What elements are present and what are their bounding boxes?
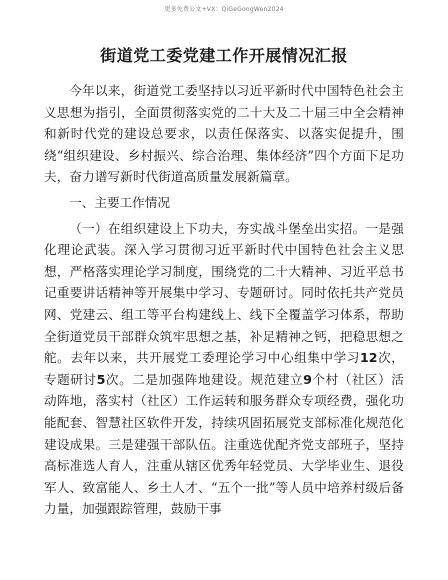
body-paragraph <box>44 218 404 520</box>
section-heading: 一、主要工作情况 <box>69 194 170 210</box>
study-count: 12 <box>359 350 378 366</box>
seminar-count: 5 <box>96 371 106 387</box>
body-text-part-1: （一）在组织建设上下功夫，夯实战斗堡垒出实招。一是强化理论武装。深入学习贯彻习近平新时代中国特色社会主义思想，严格落实理论学习制度，围绕党的二十大精神、习近平总书记重要讲话精神等开展集中学习、专题研讨。同时依托共产党员网、党建云、组工等平台构建线上、线下全覆盖学习体系，帮助全街道党员干部群众筑牢思想之基，补足精神之钙，把稳思想之舵。去年以来，共开展党工委理论学习中心组集中学习 <box>44 220 404 366</box>
body-text-part-4: 个村（社区）活动阵地，落实村（社区）工作运转和服务群众专项经费，强化功能配套、智慧社区软件开发，持续巩固拓展党支部标准化规范化建设成果。三是建强干部队伍。注重选优配齐党支部班子，坚持高标准选人育人，注重从辖区优秀年轻党员、大学毕业生、退役军人、致富能人、乡土人才、“五个一批”等人员中培养村级后备力量，加强跟踪管理，鼓励干事 <box>44 371 405 517</box>
body-text-part-2: 次，专题研讨 <box>44 350 404 387</box>
watermark-text: 更多免费公文+VX：QiGeGongWen2024 <box>164 6 284 13</box>
villages-count: 9 <box>303 371 312 387</box>
document-title: 街道党工委党建工作开展情况汇报 <box>100 46 348 65</box>
body-text-part-3: 次。二是加强阵地建设。规范建立 <box>105 371 304 387</box>
intro-paragraph: 今年以来，街道党工委坚持以习近平新时代中国特色社会主义思想为指引，全面贯彻落实党的二十大及二十届三中全会精神和新时代党的建设总要求，以责任保落实、以落实促提升，围绕“组织建设、乡村振兴、综合治理、集体经济”四个方面下足功夫，奋力谱写新时代街道高质量发展新篇章。 <box>44 83 404 185</box>
